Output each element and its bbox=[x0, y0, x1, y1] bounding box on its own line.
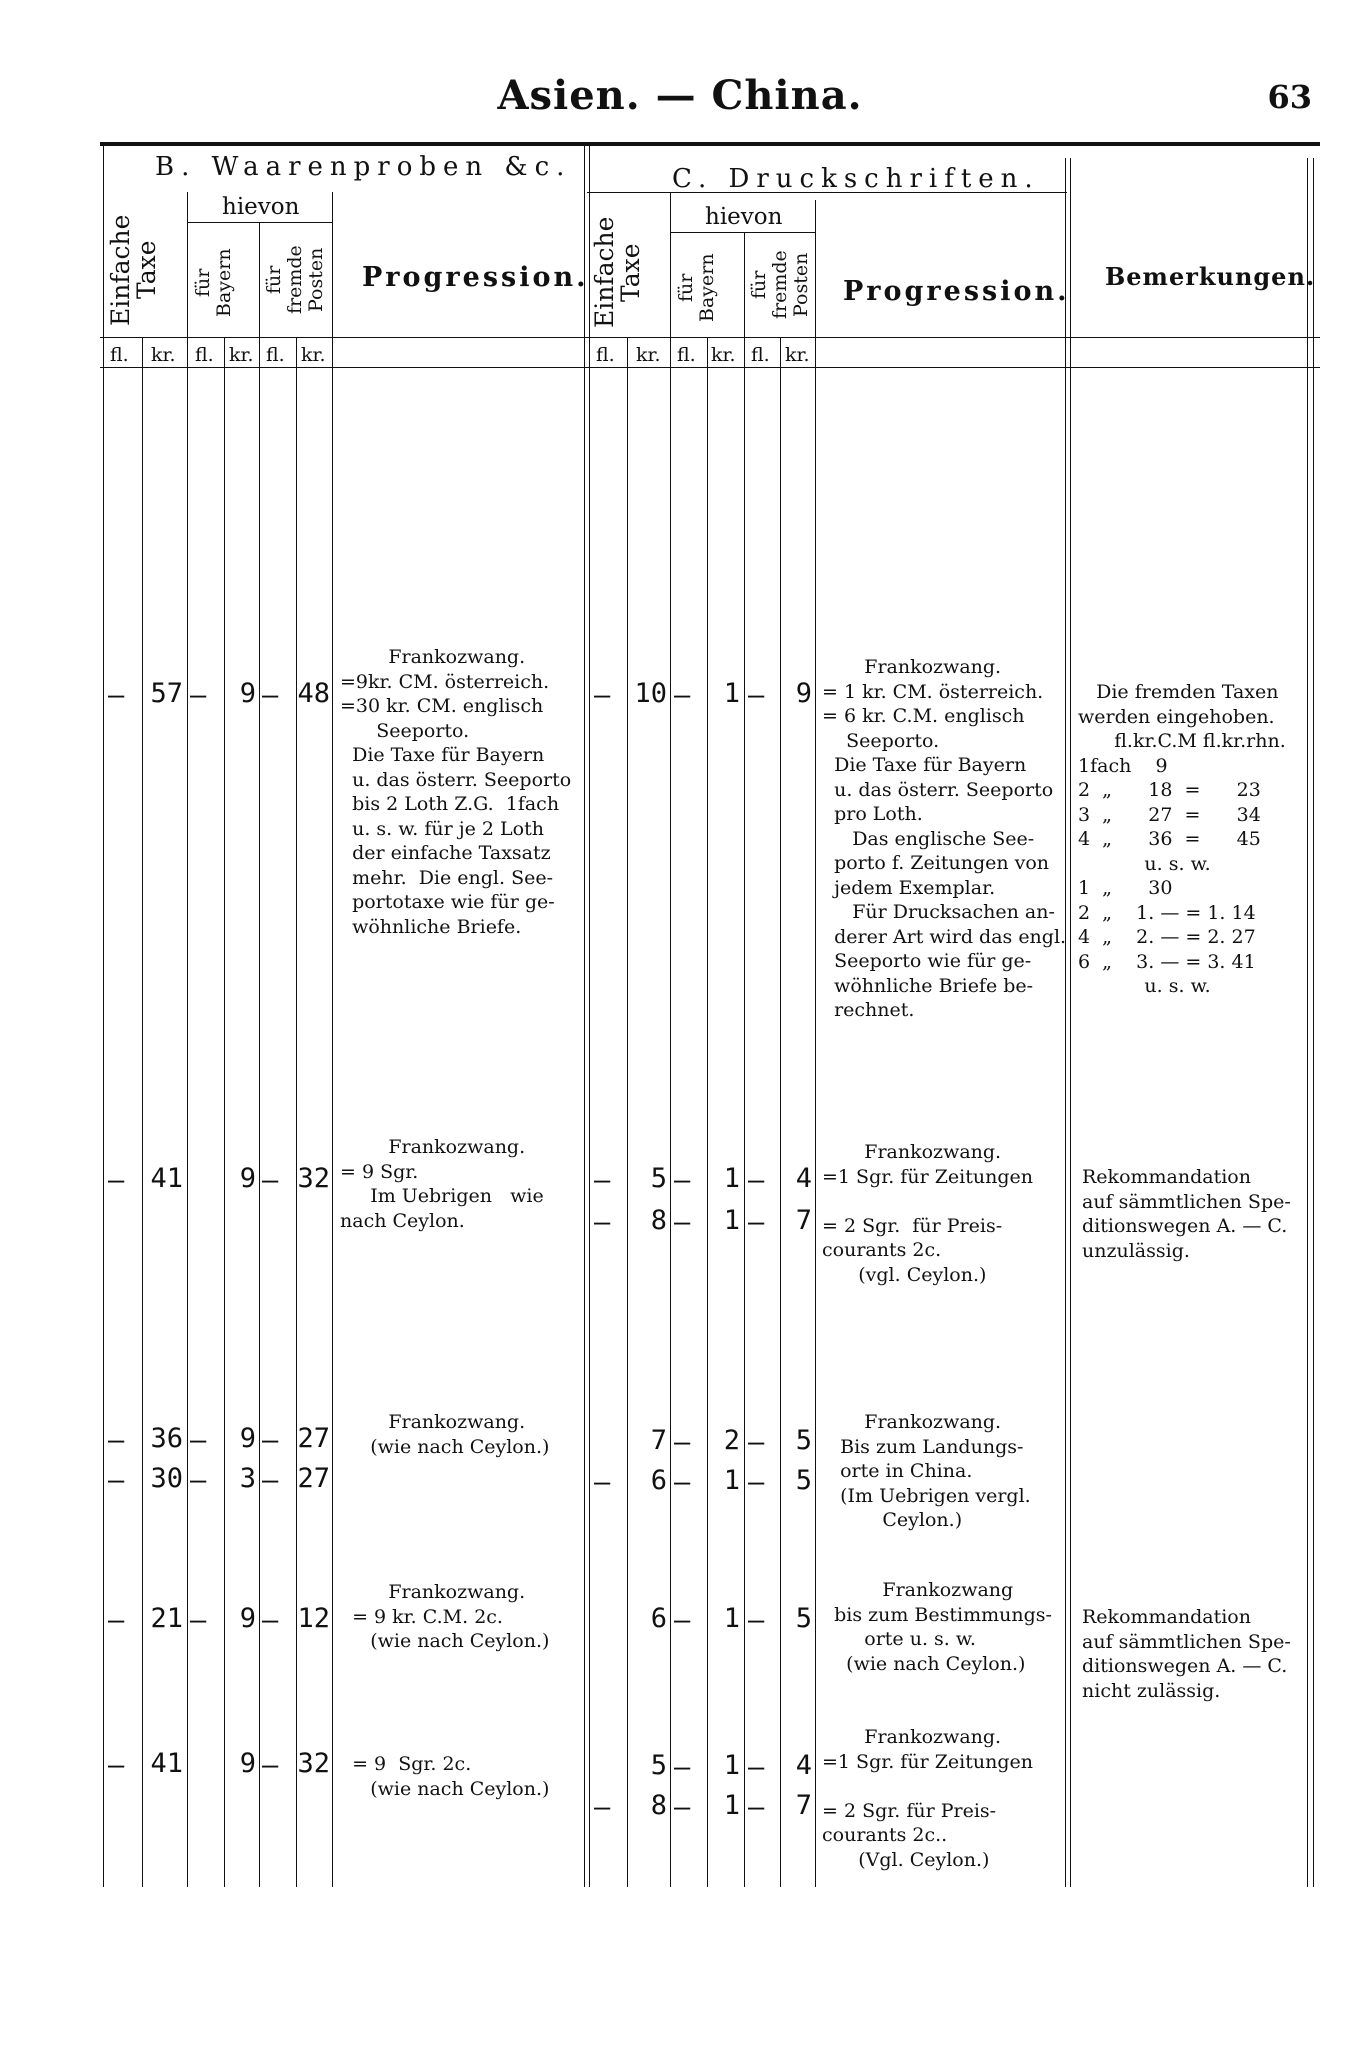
b-bayern-value: 9 bbox=[239, 1163, 256, 1194]
c-fremde-value: 4 bbox=[795, 1750, 812, 1781]
remark-text: Rekommandation auf sämmtlichen Spe- ditionswegen A. — C. unzulässig. bbox=[1082, 1166, 1291, 1262]
b-bayern-value: 9 bbox=[239, 678, 256, 709]
remark-text: Die fremden Taxen werden eingehoben. fl.kr.C.M fl.kr.rhn. 1fach 9 2 „ 18 = 23 3 „ 27 = 34 4 „ 36 = 45 u. s. w. 1 „ 30 2 „ 1. — = 1. 14 4 „ 2. — = 2. 27 6 „ 3. — = 3. 41 u. s. w. bbox=[1078, 681, 1286, 997]
c-progression-text: Frankozwang. =1 Sgr. für Zeitungen = 2 Sgr. für Preis- courants 2c.. (Vgl. Ceylon.) bbox=[822, 1726, 1033, 1871]
c-einfache-value: 7 bbox=[650, 1425, 667, 1456]
b-einfache-value: 41 bbox=[150, 1163, 183, 1194]
b-bayern-value: 9 bbox=[239, 1603, 256, 1634]
c-bayern-value: 1 bbox=[723, 1790, 740, 1821]
b-einfache-value: 36 bbox=[150, 1423, 183, 1454]
c-fremde-header: für fremde Posten bbox=[748, 250, 812, 320]
c-fremde-value: 5 bbox=[795, 1465, 812, 1496]
c-fremde-value: 9 bbox=[795, 678, 812, 709]
section-b-title: B. Waarenproben &c. bbox=[155, 152, 572, 182]
unit-label: fl. bbox=[266, 344, 285, 366]
c-bayern-value: 1 bbox=[723, 1205, 740, 1236]
b-progression-text: Frankozwang. =9kr. CM. österreich. =30 kr. CM. englisch Seeporto. Die Taxe für Bayern u. das österr. Seeporto bis 2 Loth Z.G. 1fach u. s. w. für je 2 Loth der einfache Taxsatz mehr. Die engl. See- portotaxe wie für ge- wöhnliche Briefe. bbox=[340, 646, 572, 938]
c-einfache-value: 6 bbox=[650, 1603, 667, 1634]
b-fremde-value: 12 bbox=[297, 1603, 330, 1634]
b-bayern-value: 9 bbox=[239, 1748, 256, 1779]
c-progression-text: Frankozwang. = 1 kr. CM. österreich. = 6 kr. C.M. englisch Seeporto. Die Taxe für Bayern u. das österr. Seeporto pro Loth. Das englische See- porto f. Zeitungen von jedem Exemplar. Für Drucksachen an- derer Art wird das engl. Seeporto wie für ge- wöhnliche Briefe be- rechnet. bbox=[822, 656, 1067, 1021]
c-hievon-header: hievon bbox=[705, 204, 783, 230]
b-fremde-value: 32 bbox=[297, 1748, 330, 1779]
c-progression-header: Progression. bbox=[843, 276, 1070, 307]
unit-label: fl. bbox=[110, 344, 129, 366]
b-bayern-header: für Bayern bbox=[192, 248, 235, 317]
c-fremde-value: 5 bbox=[795, 1425, 812, 1456]
b-einfache-value: 21 bbox=[150, 1603, 183, 1634]
unit-label: kr. bbox=[785, 344, 810, 366]
b-fremde-value: 27 bbox=[297, 1423, 330, 1454]
unit-label: kr. bbox=[711, 344, 736, 366]
b-bayern-value: 3 bbox=[239, 1463, 256, 1494]
b-fremde-value: 48 bbox=[297, 678, 330, 709]
unit-label: fl. bbox=[751, 344, 770, 366]
c-fremde-value: 7 bbox=[795, 1790, 812, 1821]
c-bayern-header: für Bayern bbox=[675, 253, 718, 322]
page-title: Asien. — China. bbox=[497, 72, 863, 119]
remark-text: Rekommandation auf sämmtlichen Spe- ditionswegen A. — C. nicht zulässig. bbox=[1082, 1606, 1291, 1702]
c-einfache-value: 8 bbox=[650, 1205, 667, 1236]
b-fremde-header: für fremde Posten bbox=[263, 245, 327, 315]
c-einfache-value: 5 bbox=[650, 1163, 667, 1194]
bemerkungen-header: Bemerkungen. bbox=[1105, 262, 1316, 291]
b-progression-text: Frankozwang. = 9 kr. C.M. 2c. (wie nach Ceylon.) bbox=[352, 1581, 550, 1652]
c-einfache-header: Einfache Taxe bbox=[590, 216, 645, 329]
c-fremde-value: 5 bbox=[795, 1603, 812, 1634]
b-einfache-value: 41 bbox=[150, 1748, 183, 1779]
page-number: 63 bbox=[1267, 78, 1312, 116]
unit-label: fl. bbox=[596, 344, 615, 366]
unit-label: kr. bbox=[301, 344, 326, 366]
unit-label: kr. bbox=[636, 344, 661, 366]
c-fremde-value: 7 bbox=[795, 1205, 812, 1236]
c-bayern-value: 1 bbox=[723, 1163, 740, 1194]
unit-label: fl. bbox=[195, 344, 214, 366]
c-progression-text: Frankozwang. =1 Sgr. für Zeitungen = 2 Sgr. für Preis- courants 2c. (vgl. Ceylon.) bbox=[822, 1141, 1033, 1286]
b-progression-text: Frankozwang. (wie nach Ceylon.) bbox=[370, 1411, 550, 1458]
b-progression-text: = 9 Sgr. 2c. (wie nach Ceylon.) bbox=[352, 1753, 550, 1800]
c-bayern-value: 2 bbox=[723, 1425, 740, 1456]
c-einfache-value: 8 bbox=[650, 1790, 667, 1821]
b-fremde-value: 27 bbox=[297, 1463, 330, 1494]
b-progression-header: Progression. bbox=[362, 262, 589, 293]
c-einfache-value: 5 bbox=[650, 1750, 667, 1781]
unit-label: kr. bbox=[229, 344, 254, 366]
c-einfache-value: 6 bbox=[650, 1465, 667, 1496]
unit-label: fl. bbox=[677, 344, 696, 366]
c-fremde-value: 4 bbox=[795, 1163, 812, 1194]
c-einfache-value: 10 bbox=[634, 678, 667, 709]
b-bayern-value: 9 bbox=[239, 1423, 256, 1454]
b-einfache-header: Einfache Taxe bbox=[106, 214, 161, 326]
c-progression-text: Frankozwang bis zum Bestimmungs- orte u. s. w. (wie nach Ceylon.) bbox=[834, 1579, 1052, 1675]
c-bayern-value: 1 bbox=[723, 678, 740, 709]
b-progression-text: Frankozwang. = 9 Sgr. Im Uebrigen wie nach Ceylon. bbox=[340, 1136, 544, 1232]
c-progression-text: Frankozwang. Bis zum Landungs- orte in China. (Im Uebrigen vergl. Ceylon.) bbox=[840, 1411, 1031, 1531]
b-hievon-header: hievon bbox=[222, 194, 300, 220]
c-bayern-value: 1 bbox=[723, 1465, 740, 1496]
c-bayern-value: 1 bbox=[723, 1750, 740, 1781]
b-fremde-value: 32 bbox=[297, 1163, 330, 1194]
b-einfache-value: 57 bbox=[150, 678, 183, 709]
section-c-title: C. Druckschriften. bbox=[672, 164, 1040, 194]
c-bayern-value: 1 bbox=[723, 1603, 740, 1634]
unit-label: kr. bbox=[151, 344, 176, 366]
b-einfache-value: 30 bbox=[150, 1463, 183, 1494]
